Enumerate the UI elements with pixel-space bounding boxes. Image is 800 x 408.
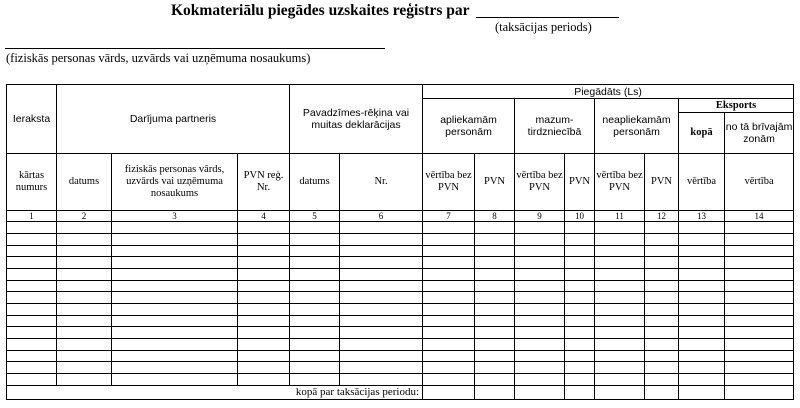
entry-cell[interactable] — [112, 373, 238, 385]
total-cell[interactable] — [725, 385, 794, 399]
table-row — [7, 222, 794, 234]
col-taxable-vat: PVN — [475, 154, 515, 211]
table-row — [7, 327, 794, 339]
entry-cell[interactable] — [57, 327, 112, 339]
entry-cell[interactable] — [7, 257, 57, 269]
table-row — [7, 292, 794, 304]
entry-cell[interactable] — [595, 362, 645, 374]
entry-cell[interactable] — [290, 338, 340, 350]
entry-cell[interactable] — [290, 280, 340, 292]
entry-cell[interactable] — [645, 350, 679, 362]
total-cell[interactable] — [679, 385, 725, 399]
entry-cell[interactable] — [423, 303, 475, 315]
header-nontaxable: neapliekamām personām — [595, 99, 679, 154]
total-cell[interactable] — [595, 385, 645, 399]
entry-cell[interactable] — [515, 315, 565, 327]
entry-cell[interactable] — [515, 257, 565, 269]
header-export: Eksports — [679, 99, 794, 113]
entry-cell[interactable] — [238, 233, 290, 245]
header-ieraksta: Ieraksta — [7, 85, 57, 154]
column-number: 14 — [725, 210, 794, 221]
entry-cell[interactable] — [423, 350, 475, 362]
entry-cell[interactable] — [340, 338, 423, 350]
entry-cell[interactable] — [679, 222, 725, 234]
entry-cell[interactable] — [515, 373, 565, 385]
entry-cell[interactable] — [725, 327, 794, 339]
col-invoice-number: Nr. — [340, 154, 423, 211]
table-row — [7, 350, 794, 362]
column-number: 2 — [57, 210, 112, 221]
col-vat-reg: PVN reģ. Nr. — [238, 154, 290, 211]
entry-cell[interactable] — [423, 327, 475, 339]
entry-cell[interactable] — [112, 268, 238, 280]
column-number: 8 — [475, 210, 515, 221]
entry-cell[interactable] — [238, 350, 290, 362]
entry-cell[interactable] — [112, 338, 238, 350]
entry-cell[interactable] — [725, 222, 794, 234]
entry-cell[interactable] — [595, 292, 645, 304]
total-cell[interactable] — [645, 385, 679, 399]
entry-cell[interactable] — [515, 338, 565, 350]
entry-cell[interactable] — [475, 350, 515, 362]
entry-cell[interactable] — [645, 327, 679, 339]
entry-cell[interactable] — [645, 338, 679, 350]
entry-cell[interactable] — [57, 222, 112, 234]
entry-cell[interactable] — [112, 233, 238, 245]
entry-cell[interactable] — [515, 280, 565, 292]
column-number: 6 — [340, 210, 423, 221]
entry-cell[interactable] — [679, 338, 725, 350]
col-free-zones-value: vērtība — [725, 154, 794, 211]
entry-cell[interactable] — [645, 362, 679, 374]
entry-cell[interactable] — [290, 350, 340, 362]
entry-cell[interactable] — [645, 280, 679, 292]
entry-cell[interactable] — [725, 280, 794, 292]
entry-cell[interactable] — [475, 362, 515, 374]
entry-cell[interactable] — [423, 245, 475, 257]
entry-cell[interactable] — [238, 280, 290, 292]
register-title: Kokmateriālu piegādes uzskaites reģistrs par — [171, 2, 470, 19]
entry-cell[interactable] — [515, 303, 565, 315]
entry-cell[interactable] — [595, 303, 645, 315]
entry-cell[interactable] — [725, 373, 794, 385]
entry-cell[interactable] — [238, 257, 290, 269]
entry-cell[interactable] — [112, 245, 238, 257]
entry-cell[interactable] — [595, 327, 645, 339]
entry-cell[interactable] — [423, 257, 475, 269]
entry-cell[interactable] — [57, 257, 112, 269]
entry-cell[interactable] — [565, 233, 595, 245]
entry-cell[interactable] — [475, 303, 515, 315]
entry-cell[interactable] — [7, 292, 57, 304]
entry-cell[interactable] — [565, 373, 595, 385]
entry-cell[interactable] — [290, 292, 340, 304]
entry-cell[interactable] — [340, 292, 423, 304]
entry-cell[interactable] — [565, 350, 595, 362]
entry-cell[interactable] — [112, 315, 238, 327]
entry-cell[interactable] — [679, 373, 725, 385]
entry-cell[interactable] — [725, 245, 794, 257]
total-cell[interactable] — [565, 385, 595, 399]
entry-cell[interactable] — [238, 327, 290, 339]
entry-cell[interactable] — [475, 327, 515, 339]
entry-cell[interactable] — [565, 280, 595, 292]
entry-cell[interactable] — [565, 303, 595, 315]
entry-cell[interactable] — [679, 233, 725, 245]
header-export-total: kopā — [679, 113, 725, 154]
entry-cell[interactable] — [340, 245, 423, 257]
entry-cell[interactable] — [423, 268, 475, 280]
entry-cell[interactable] — [7, 303, 57, 315]
table-row — [7, 233, 794, 245]
entry-cell[interactable] — [7, 338, 57, 350]
name-fill-line — [5, 48, 385, 49]
entry-cell[interactable] — [645, 222, 679, 234]
entry-cell[interactable] — [423, 373, 475, 385]
entry-cell[interactable] — [340, 222, 423, 234]
entry-cell[interactable] — [645, 303, 679, 315]
entry-cell[interactable] — [423, 362, 475, 374]
header-partner: Darījuma partneris — [57, 85, 290, 154]
entry-cell[interactable] — [423, 315, 475, 327]
column-number: 5 — [290, 210, 340, 221]
entry-cell[interactable] — [340, 280, 423, 292]
entry-cell[interactable] — [290, 268, 340, 280]
entry-cell[interactable] — [475, 257, 515, 269]
column-number: 13 — [679, 210, 725, 221]
entry-cell[interactable] — [340, 268, 423, 280]
entry-cell[interactable] — [57, 315, 112, 327]
entry-cell[interactable] — [238, 373, 290, 385]
period-caption: (taksācijas periods) — [495, 20, 592, 34]
column-number: 11 — [595, 210, 645, 221]
entry-cell[interactable] — [340, 350, 423, 362]
entry-cell[interactable] — [112, 327, 238, 339]
entry-cell[interactable] — [595, 222, 645, 234]
entry-cell[interactable] — [340, 362, 423, 374]
table-row — [7, 362, 794, 374]
register-table — [6, 84, 794, 400]
col-nontaxable-value: vērtība bez PVN — [595, 154, 645, 211]
document-header — [0, 0, 800, 65]
entry-cell[interactable] — [645, 373, 679, 385]
entry-cell[interactable] — [515, 245, 565, 257]
column-number-row — [7, 210, 794, 221]
entry-cell[interactable] — [290, 257, 340, 269]
entry-cell[interactable] — [475, 315, 515, 327]
entry-cell[interactable] — [7, 280, 57, 292]
column-number: 7 — [423, 210, 475, 221]
entry-cell[interactable] — [475, 292, 515, 304]
entry-cell[interactable] — [238, 222, 290, 234]
entry-cell[interactable] — [565, 338, 595, 350]
total-row — [7, 385, 794, 399]
table-row — [7, 257, 794, 269]
entry-cell[interactable] — [290, 373, 340, 385]
table-row — [7, 338, 794, 350]
entry-cell[interactable] — [423, 292, 475, 304]
entry-cell[interactable] — [515, 327, 565, 339]
entry-cell[interactable] — [7, 362, 57, 374]
entry-cell[interactable] — [475, 373, 515, 385]
header-retail: mazum- tirdzniecībā — [515, 99, 595, 154]
column-number: 4 — [238, 210, 290, 221]
entry-cell[interactable] — [238, 338, 290, 350]
entry-cell[interactable] — [475, 280, 515, 292]
entry-cell[interactable] — [679, 327, 725, 339]
entry-cell[interactable] — [112, 292, 238, 304]
entry-cell[interactable] — [340, 327, 423, 339]
entry-cell[interactable] — [423, 233, 475, 245]
table-row — [7, 303, 794, 315]
entry-cell[interactable] — [595, 257, 645, 269]
header-free-zones: no tā brīvajām zonām — [725, 113, 794, 154]
entry-cell[interactable] — [645, 257, 679, 269]
column-number: 1 — [7, 210, 57, 221]
entry-cell[interactable] — [340, 315, 423, 327]
entry-cell[interactable] — [515, 292, 565, 304]
entry-cell[interactable] — [7, 233, 57, 245]
entry-cell[interactable] — [679, 315, 725, 327]
entry-cell[interactable] — [7, 315, 57, 327]
entry-cell[interactable] — [475, 233, 515, 245]
col-partner-name: fiziskās personas vārds, uzvārds vai uzņēmuma nosaukums — [112, 154, 238, 211]
entry-cell[interactable] — [679, 268, 725, 280]
entry-cell[interactable] — [7, 373, 57, 385]
entry-cell[interactable] — [340, 257, 423, 269]
entry-cell[interactable] — [112, 362, 238, 374]
entry-cell[interactable] — [515, 350, 565, 362]
entry-cell[interactable] — [423, 280, 475, 292]
entry-cell[interactable] — [290, 222, 340, 234]
entry-cell[interactable] — [645, 268, 679, 280]
entry-cell[interactable] — [238, 292, 290, 304]
entry-cell[interactable] — [565, 222, 595, 234]
table-row — [7, 373, 794, 385]
entry-cell[interactable] — [57, 350, 112, 362]
entry-cell[interactable] — [423, 338, 475, 350]
entry-cell[interactable] — [112, 257, 238, 269]
entry-cell[interactable] — [679, 292, 725, 304]
header-invoice: Pavadzīmes-rēķina vai muitas deklarācijas — [290, 85, 423, 154]
entry-cell[interactable] — [595, 233, 645, 245]
header-delivered: Piegādāts (Ls) — [423, 85, 794, 99]
entry-cell[interactable] — [238, 303, 290, 315]
entry-cell[interactable] — [679, 362, 725, 374]
column-number: 3 — [112, 210, 238, 221]
entry-cell[interactable] — [725, 268, 794, 280]
entry-cell[interactable] — [645, 233, 679, 245]
entry-cell[interactable] — [515, 268, 565, 280]
entry-cell[interactable] — [290, 233, 340, 245]
entry-cell[interactable] — [565, 327, 595, 339]
entry-cell[interactable] — [725, 257, 794, 269]
entry-cell[interactable] — [565, 245, 595, 257]
header-taxable: apliekamām personām — [423, 99, 515, 154]
entry-cell[interactable] — [725, 362, 794, 374]
column-number: 10 — [565, 210, 595, 221]
entry-cell[interactable] — [57, 373, 112, 385]
entry-cell[interactable] — [679, 257, 725, 269]
entry-cell[interactable] — [645, 315, 679, 327]
entry-cell[interactable] — [112, 303, 238, 315]
entry-cell[interactable] — [595, 350, 645, 362]
col-record-number: kārtas numurs — [7, 154, 57, 211]
entry-cell[interactable] — [725, 338, 794, 350]
entry-cell[interactable] — [475, 338, 515, 350]
entry-cell[interactable] — [290, 362, 340, 374]
entry-cell[interactable] — [595, 373, 645, 385]
col-export-value: vērtība — [679, 154, 725, 211]
entry-cell[interactable] — [725, 233, 794, 245]
entry-cell[interactable] — [423, 222, 475, 234]
entry-cell[interactable] — [595, 245, 645, 257]
entry-cell[interactable] — [340, 373, 423, 385]
col-taxable-value: vērtība bez PVN — [423, 154, 475, 211]
entry-cell[interactable] — [238, 315, 290, 327]
entry-cell[interactable] — [515, 222, 565, 234]
entry-cell[interactable] — [290, 303, 340, 315]
entry-cell[interactable] — [7, 350, 57, 362]
entry-cell[interactable] — [475, 268, 515, 280]
entry-cell[interactable] — [340, 233, 423, 245]
col-retail-value: vērtība bez PVN — [515, 154, 565, 211]
entry-cell[interactable] — [112, 350, 238, 362]
entry-cell[interactable] — [725, 303, 794, 315]
entry-cell[interactable] — [679, 280, 725, 292]
entry-cell[interactable] — [679, 245, 725, 257]
table-row — [7, 315, 794, 327]
total-cell[interactable] — [515, 385, 565, 399]
entry-cell[interactable] — [238, 268, 290, 280]
column-number: 9 — [515, 210, 565, 221]
col-invoice-date: datums — [290, 154, 340, 211]
entry-cell[interactable] — [515, 362, 565, 374]
entry-cell[interactable] — [475, 245, 515, 257]
entry-cell[interactable] — [57, 362, 112, 374]
entry-cell[interactable] — [57, 245, 112, 257]
entry-cell[interactable] — [565, 257, 595, 269]
entry-cell[interactable] — [645, 245, 679, 257]
entry-cell[interactable] — [475, 222, 515, 234]
entry-cell[interactable] — [565, 362, 595, 374]
table-row — [7, 245, 794, 257]
entry-cell[interactable] — [679, 303, 725, 315]
entry-cell[interactable] — [7, 268, 57, 280]
entry-cell[interactable] — [595, 315, 645, 327]
entry-cell[interactable] — [57, 292, 112, 304]
entry-cell[interactable] — [7, 222, 57, 234]
entry-cell[interactable] — [679, 350, 725, 362]
col-nontaxable-vat: PVN — [645, 154, 679, 211]
period-fill-line — [476, 17, 619, 18]
table-row — [7, 280, 794, 292]
entry-cell[interactable] — [238, 362, 290, 374]
entry-cell[interactable] — [515, 233, 565, 245]
name-caption: (fiziskās personas vārds, uzvārds vai uzņēmuma nosaukums) — [6, 51, 311, 65]
entry-cell[interactable] — [340, 303, 423, 315]
total-cell[interactable] — [475, 385, 515, 399]
entry-cell[interactable] — [725, 350, 794, 362]
entry-cell[interactable] — [565, 268, 595, 280]
entry-cell[interactable] — [595, 268, 645, 280]
entry-cell[interactable] — [290, 327, 340, 339]
entry-cell[interactable] — [112, 280, 238, 292]
column-number: 12 — [645, 210, 679, 221]
entry-cell[interactable] — [290, 315, 340, 327]
entry-cell[interactable] — [57, 233, 112, 245]
entry-cell[interactable] — [725, 315, 794, 327]
entry-cell[interactable] — [595, 280, 645, 292]
entry-cell[interactable] — [112, 222, 238, 234]
entry-cell[interactable] — [7, 327, 57, 339]
entry-cell[interactable] — [57, 268, 112, 280]
total-cell[interactable] — [423, 385, 475, 399]
entry-cell[interactable] — [290, 245, 340, 257]
entry-cell[interactable] — [238, 245, 290, 257]
entry-cell[interactable] — [7, 245, 57, 257]
entry-cell[interactable] — [57, 338, 112, 350]
entry-cell[interactable] — [645, 292, 679, 304]
entry-cell[interactable] — [57, 280, 112, 292]
col-record-date: datums — [57, 154, 112, 211]
entry-cell[interactable] — [595, 338, 645, 350]
entry-cell[interactable] — [565, 292, 595, 304]
entry-cell[interactable] — [725, 292, 794, 304]
col-retail-vat: PVN — [565, 154, 595, 211]
total-label: kopā par taksācijas periodu: — [7, 385, 423, 399]
table-row — [7, 268, 794, 280]
entry-cell[interactable] — [57, 303, 112, 315]
entry-cell[interactable] — [565, 315, 595, 327]
